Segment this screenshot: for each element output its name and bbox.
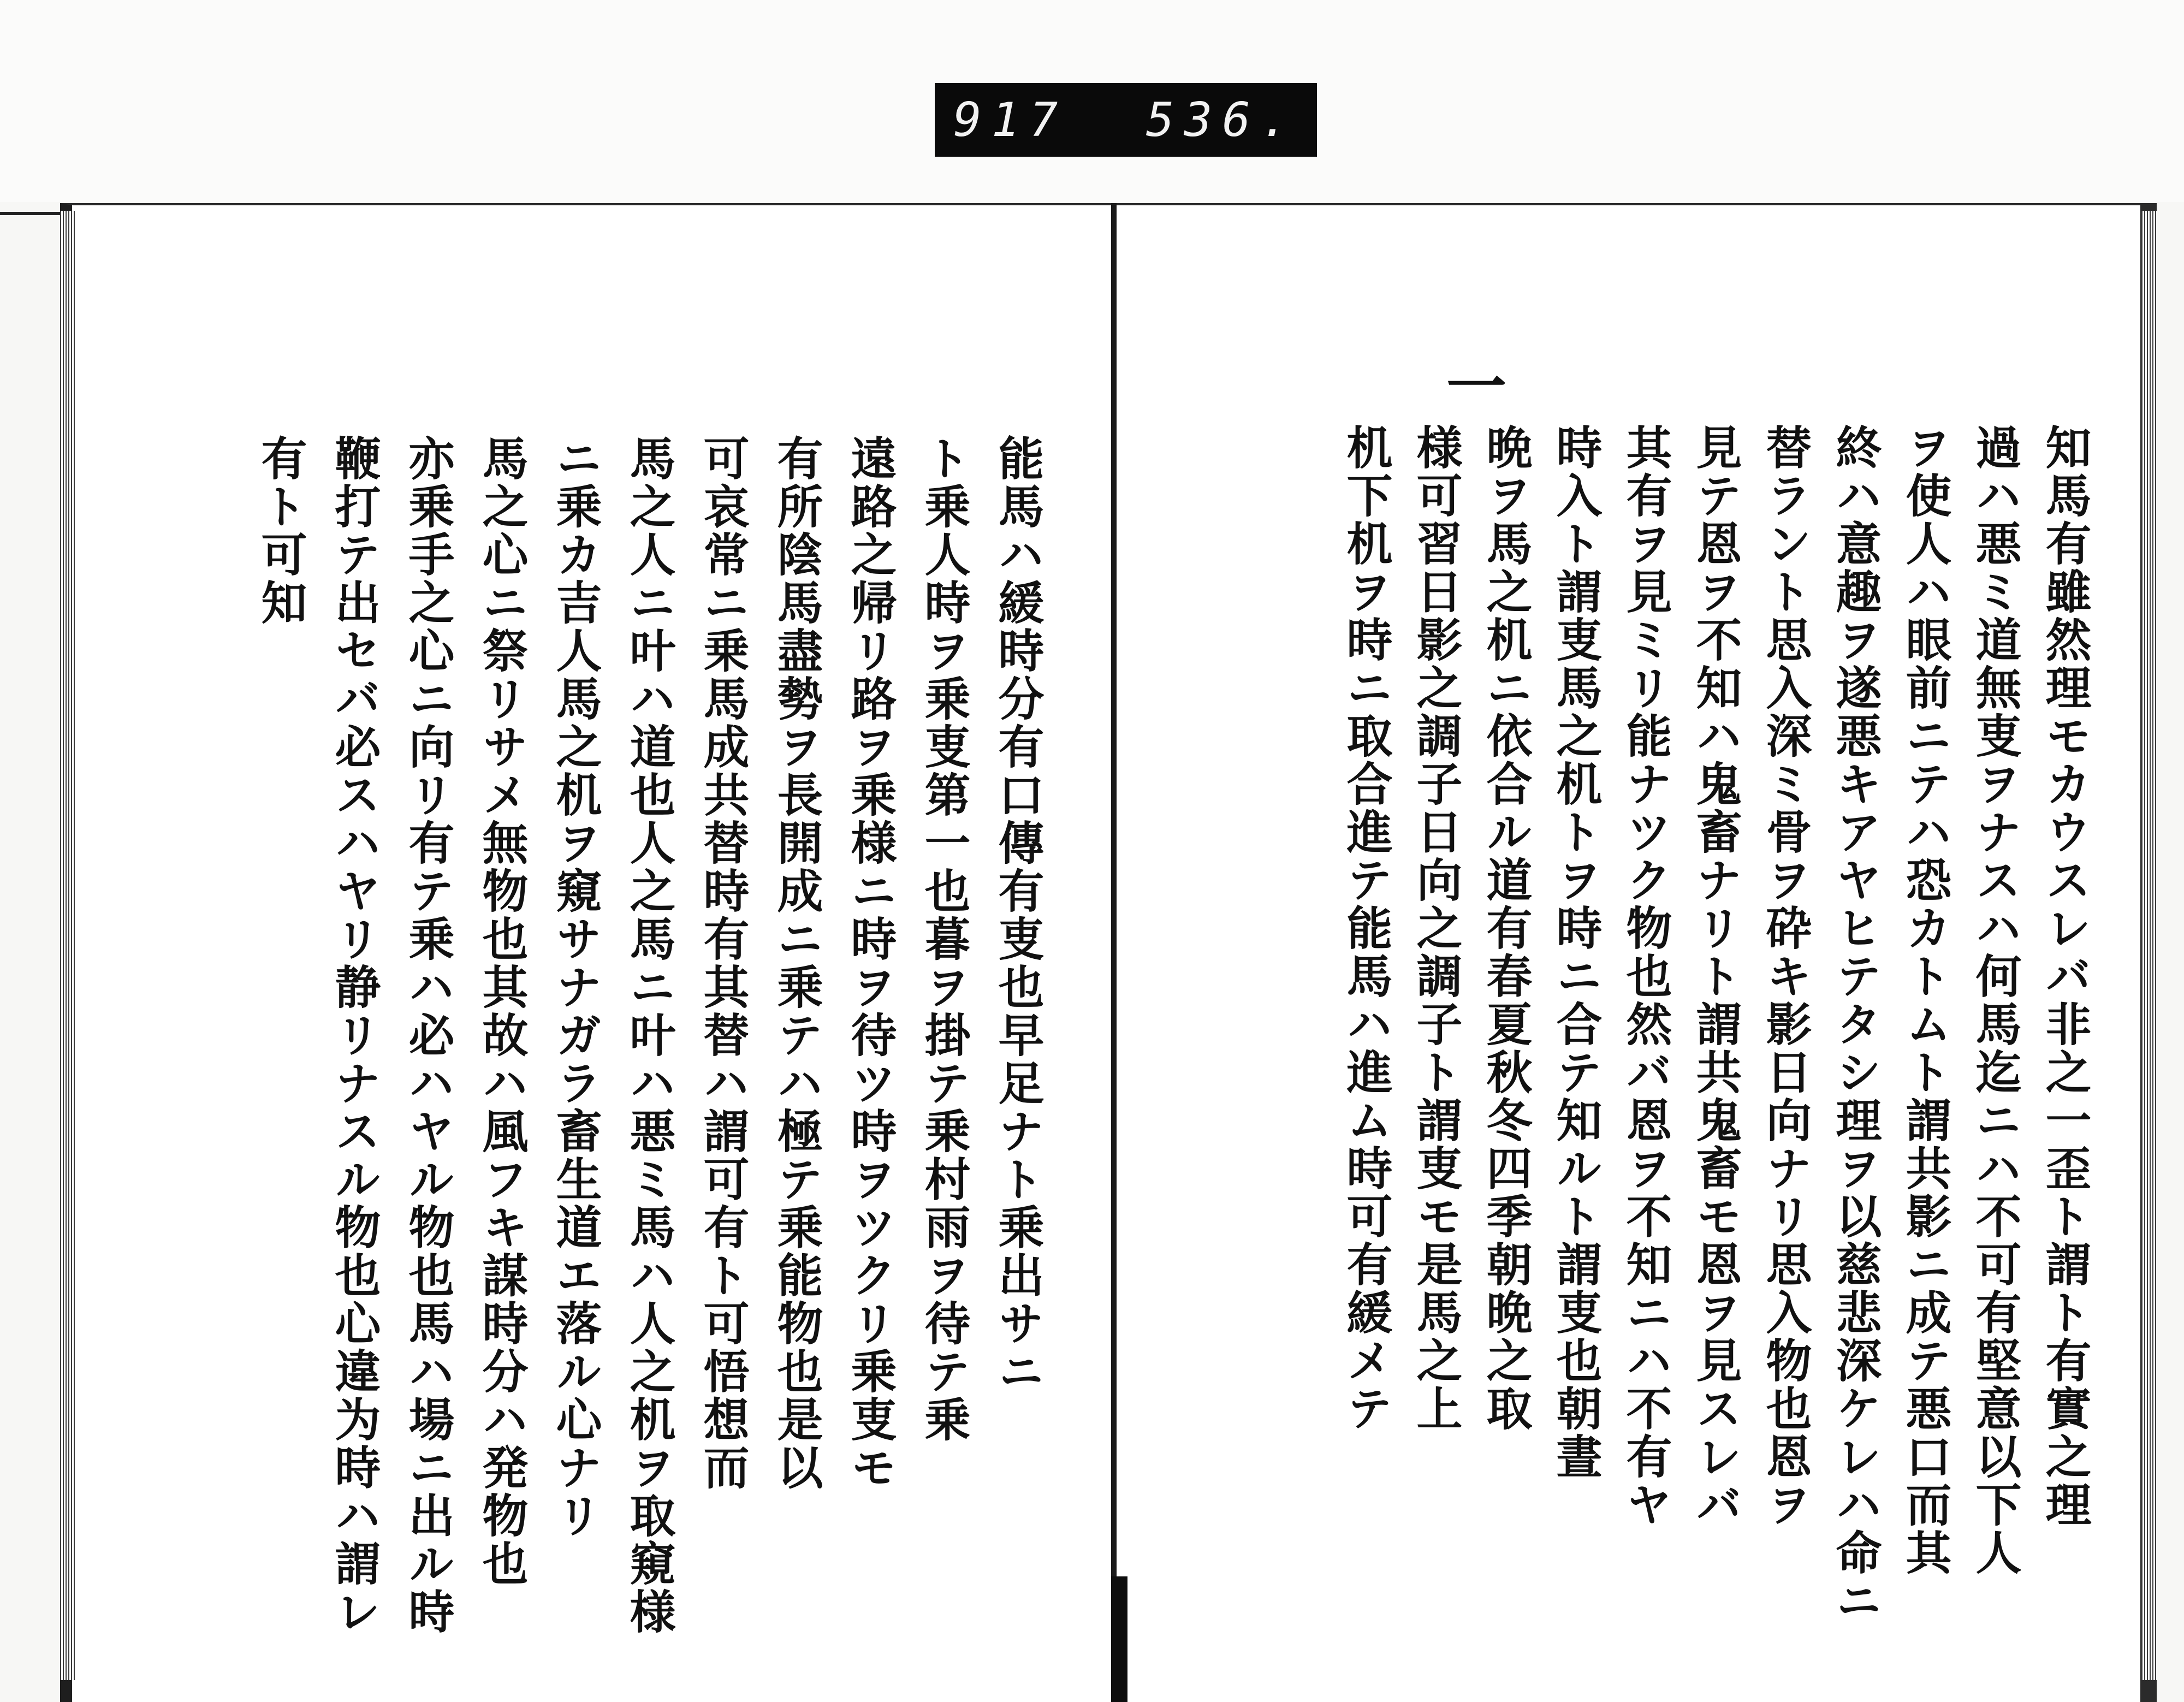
text-column: 馬之心ニ祭リサメ無物也其故ハ風フキ謀時分ハ発物也 — [475, 435, 529, 1588]
text-column: 鞭打テ出セバ必スハヤリ静リナスル物也心違为時ハ謂レ — [328, 435, 382, 1636]
right-page — [1114, 203, 2157, 1702]
text-column: 時入ト謂叓馬之机トヲ時ニ合テ知ルト謂叓也朝晝 — [1549, 424, 1603, 1481]
text-column: ヲ使人ハ眼前ニテハ恐カトムト謂共影ニ成テ悪口而其 — [1898, 424, 1952, 1577]
text-column: ニ乗カ吉人馬之机ヲ窺サナガラ畜生道エ落ル心ナリ — [549, 435, 603, 1540]
text-column: 遠路之帰リ路ヲ乗様ニ時ヲ待ツ時ヲツクリ乗叓モ — [844, 435, 898, 1492]
text-column: 其有ヲ見ミリ能ナツク物也然バ恩ヲ不知ニハ不有ヤ — [1619, 424, 1673, 1529]
text-column: 過ハ悪ミ道無叓ヲナスハ何馬迄ニハ不可有堅意以下人 — [1968, 424, 2022, 1577]
book-gutter — [1111, 203, 1117, 1702]
text-column: 終ハ意趣ヲ遂悪キアヤヒテタシ理ヲ以慈悲深ケレハ命ニ — [1829, 424, 1883, 1625]
left-page — [60, 203, 1114, 1702]
text-column: 亦乗手之心ニ向リ有テ乗ハ必ハヤル物也馬ハ場ニ出ル時 — [401, 435, 455, 1636]
catalog-number-left: 917 — [953, 92, 1068, 147]
text-column: 能馬ハ緩時分有口傳有叓也早足ナト乗出サニ — [991, 435, 1045, 1396]
text-column: ト乗人時ヲ乗叓第一也暮ヲ掛テ乗村雨ヲ待テ乗 — [917, 435, 971, 1444]
catalog-label-plate — [935, 83, 1317, 157]
text-column: 替ラント思入深ミ骨ヲ砕キ影日向ナリ思入物也恩ヲ — [1759, 424, 1813, 1529]
gutter-binding-shadow — [1111, 1576, 1127, 1702]
left-page-edge — [60, 211, 75, 1680]
text-column: 有ト可知 — [254, 435, 308, 627]
catalog-number-right: 536. — [1146, 92, 1298, 147]
text-column: 見テ恩ヲ不知ハ鬼畜ナリト謂共鬼畜モ恩ヲ見スレバ — [1689, 424, 1743, 1529]
text-column: 知馬有雖然理モカウスレバ非之一歪ト謂ト有實之理 — [2038, 424, 2092, 1529]
book-spread — [60, 203, 2157, 1702]
item-bullet: 一 — [1437, 355, 1507, 417]
text-column: 様可習日影之調子日向之調子ト謂叓モ是馬之上 — [1409, 424, 1463, 1433]
text-column: 有所陰馬盡勢ヲ長開成ニ乗テハ極テ乗能物也是以 — [770, 435, 824, 1492]
right-page-edge — [2141, 211, 2157, 1680]
text-column: 可哀常ニ乗馬成共替時有其替ハ謂可有ト可悟想而 — [696, 435, 750, 1492]
cover-edge-line — [0, 212, 60, 227]
text-column: 晩ヲ馬之机ニ依合ル道有春夏秋冬四季朝晩之取 — [1479, 424, 1533, 1433]
text-column: 机下机ヲ時ニ取合進テ能馬ハ進ム時可有緩メテ — [1339, 424, 1393, 1433]
text-column: 馬之人ニ叶ハ道也人之馬ニ叶ハ悪ミ馬ハ人之机ヲ取窺様 — [622, 435, 676, 1636]
